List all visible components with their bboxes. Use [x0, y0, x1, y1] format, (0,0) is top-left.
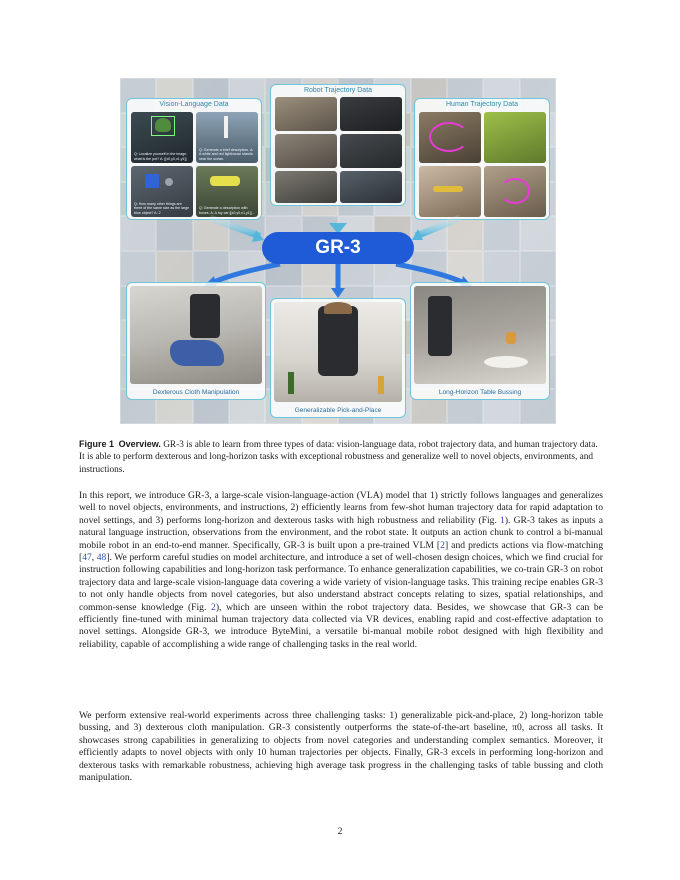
plate-icon [484, 356, 528, 368]
arrow-vl-to-model [210, 218, 260, 236]
figure-reference[interactable]: 2 [211, 601, 216, 613]
task-label-table: Long-Horizon Table Bussing [438, 389, 522, 396]
overview-figure [120, 78, 556, 424]
human-trajectory-title: Human Trajectory Data [446, 101, 518, 108]
cup-icon [506, 332, 516, 344]
figure-caption [79, 438, 603, 476]
vl-caption-2: Q: Generate a brief description. A: A white and red lighthouse stands near the ocean. [199, 147, 254, 161]
text-run: ] and predicts actions via flow-matching [ [79, 539, 603, 564]
table-bussing-panel [410, 282, 550, 400]
robot-arm-icon [190, 294, 220, 338]
text-run: ). GR-3 takes as inputs a natural language instruction, observations from the environment, and the robot state. It outputs an action chunk to control a bi-manual mobile robot in an end-to-end manner. Specifically, GR-3 is built upon a pre-trained VLM [ [79, 514, 603, 551]
figure-title: Overview. [118, 439, 161, 449]
text-run: ), which are unseen within the robot trajectory data. Besides, we showcase that GR-3 can be efficiently fine-tuned with minimal human trajectory data collected via VR devices, enabling rapid and cost-effective adaptation to novel settings. Alongside GR-3, we introduce ByteMini, a versatile bi-manual mobile robot designed with high flexibility and reliability, capable of accomplishing a wide range of challenging tasks in the real world. [79, 601, 603, 650]
bottle-icon [378, 376, 384, 394]
citation-link[interactable]: 2 [440, 539, 445, 551]
pick-robot-photo [274, 302, 402, 402]
figure-reference[interactable]: 1 [500, 514, 505, 526]
robot-body-icon [318, 306, 358, 376]
cloth-robot-photo [130, 286, 262, 384]
vl-caption-4: Q: Generate a description with boxes. A: A toy car [[x0,y0,x1,y1]]... [199, 206, 255, 215]
arrow-head [331, 288, 345, 298]
body-paragraph-1: In this report, we introduce GR-3, a large-scale vision-language-action (VLA) model that 1) strictly follows languages and generalizes well to novel objects, environments, and instructions, 2) efficiently learns from few-shot human trajectory data for rapid adaptation to novel settings, and 3) performs long-horizon and dexterous tasks with high robustness and reliability (Fig. 1). GR-3 takes as inputs a natural language instruction, observations from the environment, and the robot state. It outputs an action chunk to control a bi-manual mobile robot in an end-to-end manner. Specifically, GR-3 is built upon a pre-trained VLM [2] and predicts actions via flow-matching [47, 48]. We perform careful studies on model architecture, and introduce a set of well-chosen design choices, which we find crucial for instruction following capabilities and long-horizon task performance. To enhance generalization capabilities, we co-train GR-3 on robot trajectory data and large-scale vision-language data covering a wide variety of vision-language tasks. This training recipe enables GR-3 to not only handle objects from novel categories, but also understand abstract concepts relating to sizes, spatial relationships, and common-sense knowledge (Fig. 2), which are unseen within the robot trajectory data. Besides, we showcase that GR-3 can be efficiently fine-tuned with minimal human trajectory data collected via VR devices, enabling rapid and cost-effective adaptation to novel settings. Alongside GR-3, we introduce ByteMini, a versatile bi-manual mobile robot designed with high flexibility and reliability, capable of accomplishing a wide range of challenging tasks in the real world. [79, 490, 603, 650]
page-number: 2 [337, 826, 343, 837]
text-run: ]. We perform careful studies on model architecture, and introduce a set of well-chosen design choices, which we find crucial for instruction following capabilities and long-horizon task performance. To enhance generalization capabilities, we co-train GR-3 on robot trajectory data and large-scale vision-language data covering a wide variety of vision-language tasks. This training recipe enables GR-3 to not only handle objects from novel categories, but also understand abstract concepts relating to sizes, spatial relationships, and common-sense knowledge (Fig. [79, 552, 603, 613]
cloth-manipulation-panel [126, 282, 266, 400]
text-run: In this report, we introduce GR-3, a large-scale vision-language-action (VLA) model that 1) strictly follows languages and generalizes well to novel objects, environments, and instructions, 2) efficiently learns from few-shot human trajectory data for rapid adaptation to novel settings, and 3) performs long-horizon and dexterous tasks with high robustness and reliability (Fig. [79, 490, 603, 526]
citation-link[interactable]: 47 [82, 552, 92, 564]
arrow-human-to-model [416, 218, 460, 236]
task-label-cloth: Dexterous Cloth Manipulation [152, 389, 240, 396]
task-label-pick: Generalizable Pick-and-Place [294, 407, 382, 414]
robot-trajectory-title: Robot Trajectory Data [303, 87, 373, 94]
arrow-model-to-cloth [212, 264, 280, 283]
vl-caption-1: Q: Localize yourself in the image, what is the pot? A: [[x0,y0,x1,y1]] [134, 152, 188, 161]
cloth-icon [170, 340, 224, 366]
body-paragraph-2: We perform extensive real-world experiments across three challenging tasks: 1) generalizable pick-and-place, 2) long-horizon table bussing, and 3) dexterous cloth manipulation. GR-3 consistently outperforms the state-of-the-art baseline, π0, across all tasks. It showcases strong capabilities in generalizing to objects from novel categories and understanding complex semantics. Moreover, it efficiently adapts to novel objects with only 10 human trajectories per objects. Finally, GR-3 excels in performing long-horizon and dexterous tasks with remarkable robustness, achieving high average task progress in the challenging tasks of table bussing and cloth manipulation. [79, 710, 603, 784]
caption-text: GR-3 is able to learn from three types of data: vision-language data, robot trajectory data, and human trajectory data. It is able to perform dexterous and long-horizon tasks with exceptional robustness and generalize well to novel objects, environments, and instructions. [79, 440, 598, 475]
table-robot-photo [414, 286, 546, 384]
bottle-icon [288, 372, 294, 394]
robot-arm-icon [428, 296, 452, 356]
hat-icon [324, 302, 352, 314]
arrow-model-to-table [396, 264, 464, 283]
vision-language-title: Vision-Language Data [159, 101, 229, 108]
vl-caption-3: Q: How many other things are there of the same size as the large blue object? A: 2 [134, 201, 190, 215]
gr3-model-badge: GR-3 [262, 232, 414, 264]
pick-and-place-panel [270, 298, 406, 418]
figure-label: Figure 1 [79, 439, 115, 449]
citation-link[interactable]: 48 [96, 552, 107, 564]
